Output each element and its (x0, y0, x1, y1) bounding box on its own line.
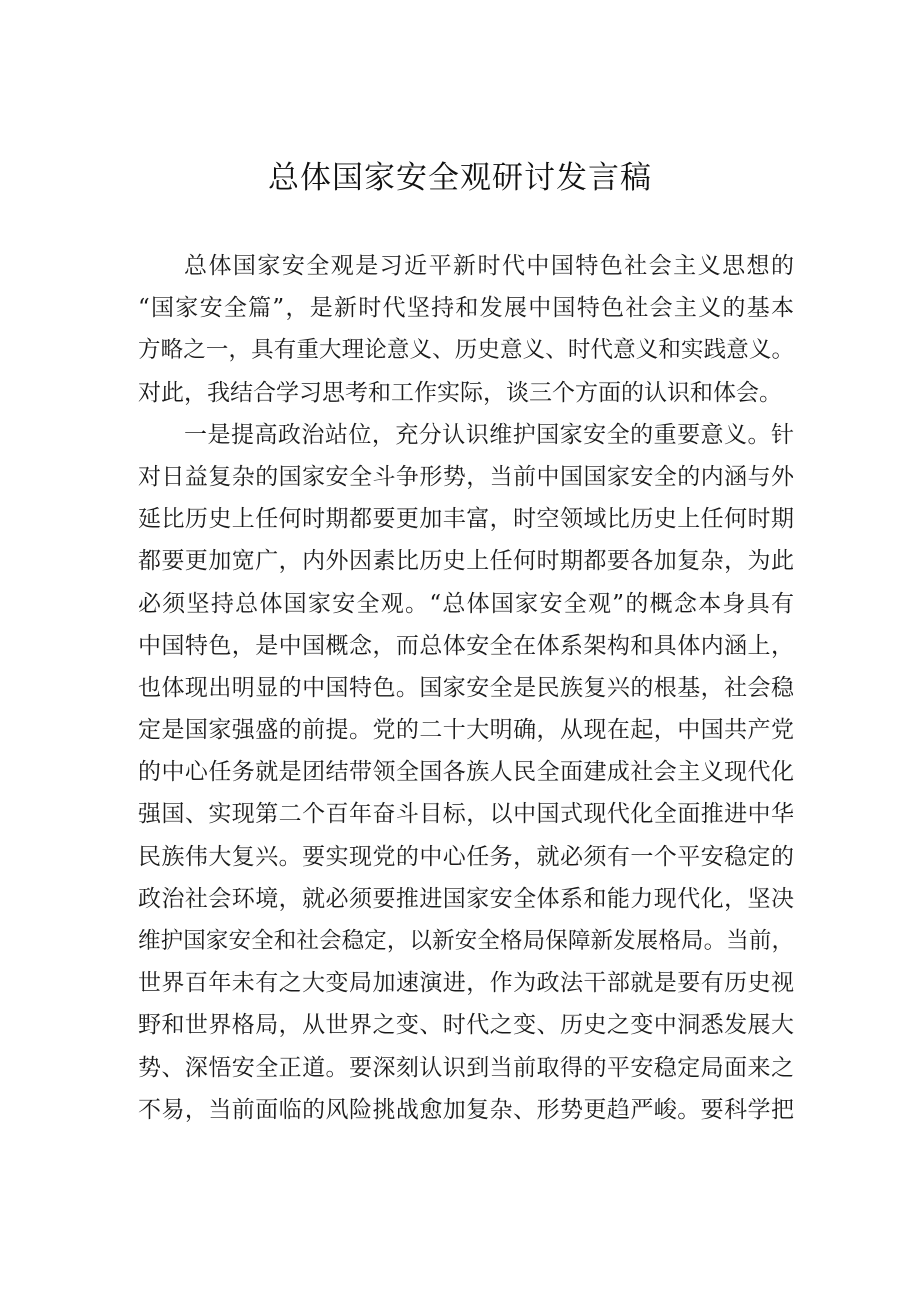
paragraph-line: 民族伟大复兴。要实现党的中心任务，就必须有一个平安稳定的 (138, 843, 794, 870)
paragraph-line: “国家安全篇”，是新时代坚持和发展中国特色社会主义的基本 (138, 295, 794, 322)
paragraph-line: 势、深悟安全正道。要深刻认识到当前取得的平安稳定局面来之 (138, 1054, 794, 1081)
paragraph-line: 必须坚持总体国家安全观。“总体国家安全观”的概念本身具有 (138, 590, 794, 617)
paragraph-line: 不易，当前面临的风险挑战愈加复杂、形势更趋严峻。要科学把 (138, 1096, 794, 1123)
paragraph-line: 也体现出明显的中国特色。国家安全是民族复兴的根基，社会稳 (138, 674, 794, 701)
paragraph-line: 都要更加宽广，内外因素比历史上任何时期都要各加复杂，为此 (138, 548, 794, 575)
document-body (138, 245, 794, 1131)
paragraph-line: 延比历史上任何时期都要更加丰富，时空领域比历史上任何时期 (138, 506, 794, 533)
paragraph-line: 中国特色，是中国概念，而总体安全在体系架构和具体内涵上， (138, 632, 794, 659)
paragraph-line: 世界百年未有之大变局加速演进，作为政法干部就是要有历史视 (138, 970, 794, 997)
paragraph-line: 野和世界格局，从世界之变、时代之变、历史之变中洞悉发展大 (138, 1012, 794, 1039)
paragraph-line: 强国、实现第二个百年奋斗目标，以中国式现代化全面推进中华 (138, 801, 794, 828)
paragraph-line: 对日益复杂的国家安全斗争形势，当前中国国家安全的内涵与外 (138, 463, 794, 490)
paragraph-line: 一是提高政治站位，充分认识维护国家安全的重要意义。针 (184, 421, 794, 448)
paragraph-line: 维护国家安全和社会稳定，以新安全格局保障新发展格局。当前， (138, 928, 794, 954)
paragraph-line: 方略之一，具有重大理论意义、历史意义、时代意义和实践意义。 (138, 337, 794, 364)
paragraph-line: 的中心任务就是团结带领全国各族人民全面建成社会主义现代化 (138, 759, 794, 786)
paragraph-line: 定是国家强盛的前提。党的二十大明确，从现在起，中国共产党 (138, 717, 794, 744)
document-title: 总体国家安全观研讨发言稿 (268, 160, 652, 196)
paragraph-line: 对此，我结合学习思考和工作实际，谈三个方面的认识和体会。 (138, 379, 782, 406)
paragraph-line: 总体国家安全观是习近平新时代中国特色社会主义思想的 (184, 253, 794, 279)
paragraph-line: 政治社会环境，就必须要推进国家安全体系和能力现代化，坚决 (138, 885, 794, 912)
